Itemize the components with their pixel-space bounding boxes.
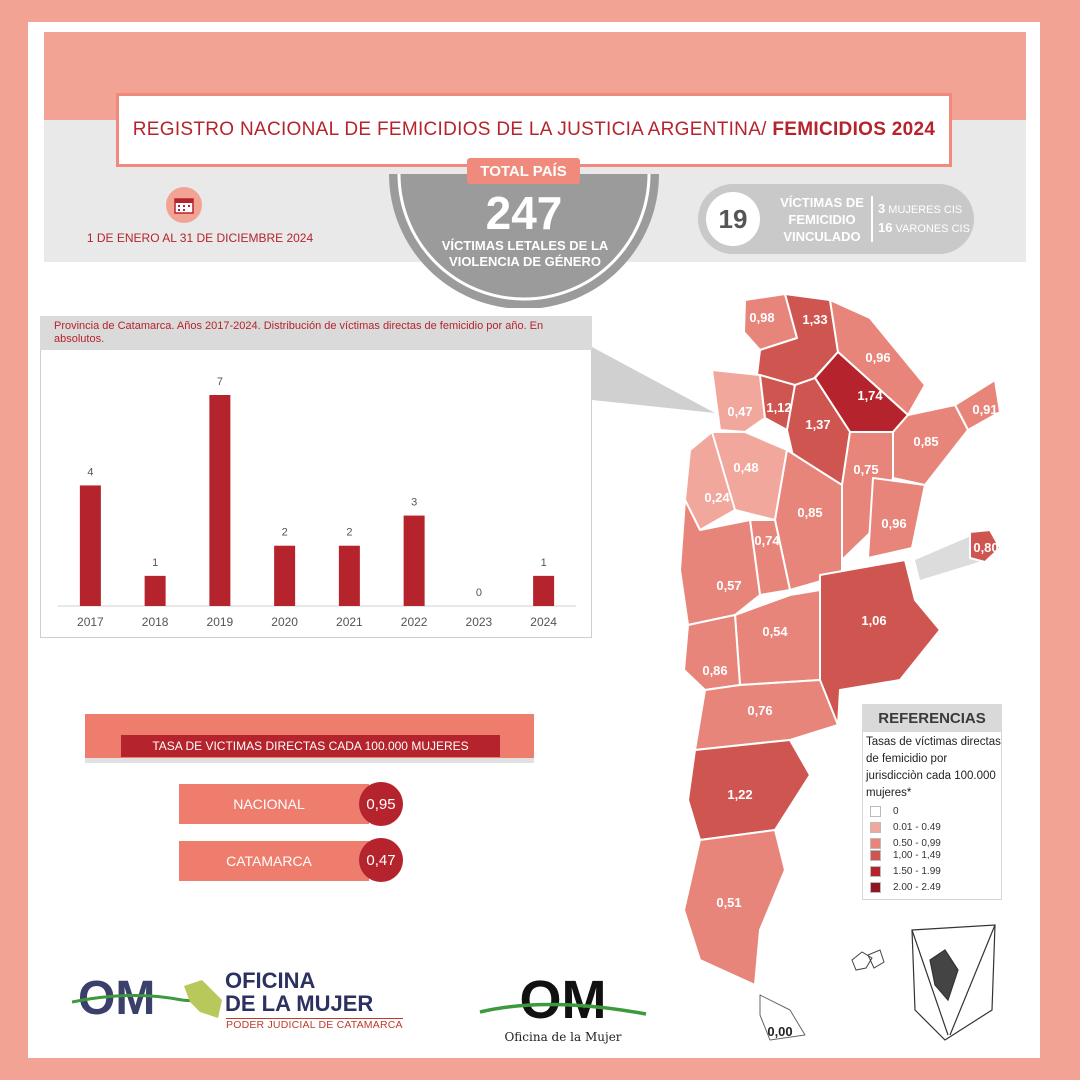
vinculado-label (770, 194, 874, 245)
date-range: 1 DE ENERO AL 31 DE DICIEMBRE 2024 (86, 231, 314, 245)
mujeres-count: 3 (878, 201, 886, 216)
chart-title: Provincia de Catamarca. Años 2017-2024. Distribución de víctimas directas de femicidio por año. En absolutos. (40, 316, 592, 350)
legend-label: 2.00 - 2.49 (893, 882, 941, 893)
data-label-2024: 1 (540, 556, 547, 569)
legend-item (870, 838, 941, 849)
x-tick-label-2018: 2018 (141, 615, 169, 629)
x-tick-label-2021: 2021 (336, 615, 363, 629)
total-value: 247 (485, 187, 563, 239)
data-label-2021: 2 (346, 526, 353, 539)
map-label-cordoba: 0,85 (797, 505, 823, 520)
data-label-2022: 3 (411, 496, 418, 509)
map-label-santa-cruz: 0,51 (716, 895, 742, 910)
map-label-santiago: 1,37 (805, 417, 831, 432)
legend-swatch (870, 882, 881, 893)
map-label-caba: 0,80 (973, 540, 999, 555)
x-tick-label-2024: 2024 (530, 615, 557, 629)
bar-2017 (80, 485, 101, 606)
rate-banner-shadow (85, 758, 534, 763)
rate-value-catamarca: 0,47 (359, 838, 403, 882)
vinculado-label-1: VÍCTIMAS DE (780, 195, 864, 210)
om-org-line-2: DE LA MUJER (225, 991, 374, 1016)
title-main: REGISTRO NACIONAL DE FEMICIDIOS DE LA JUSTICIA ARGENTINA/ (132, 119, 767, 140)
map-label-la-pampa: 0,54 (762, 624, 788, 639)
bar-chart (40, 350, 592, 636)
map-label-buenos-aires: 1,06 (861, 613, 887, 628)
legend-item (870, 882, 941, 893)
total-caption (420, 238, 630, 270)
map-label-san-juan: 0,24 (704, 490, 730, 505)
varones-text: VARONES CIS (895, 223, 970, 235)
data-label-2020: 2 (281, 526, 288, 539)
region-catamarca (712, 370, 765, 432)
vinculado-label-3: VINCULADO (783, 229, 861, 244)
map-label-catamarca: 0,47 (727, 404, 753, 419)
legend-swatch (870, 866, 881, 877)
map-label-tierra-del-fuego: 0,00 (767, 1024, 793, 1039)
varones-count: 16 (878, 220, 893, 235)
data-label-2018: 1 (152, 556, 159, 569)
total-caption-line-2: VIOLENCIA DE GÉNERO (449, 254, 601, 269)
data-label-2023: 0 (475, 587, 482, 599)
rate-bar-nacional (179, 784, 369, 824)
argentina-map (620, 280, 1020, 1060)
map-label-jujuy: 0,98 (749, 310, 775, 325)
legend-swatch (870, 838, 881, 849)
title-bold: FEMICIDIOS 2024 (772, 119, 936, 140)
x-tick-label-2022: 2022 (400, 615, 428, 629)
rate-value-nacional: 0,95 (359, 782, 403, 826)
data-label-2017: 4 (87, 466, 94, 479)
region-neuquen (684, 615, 740, 690)
legend-label: 1.50 - 1.99 (893, 866, 941, 877)
map-label-salta: 1,33 (802, 312, 828, 327)
x-tick-label-2017: 2017 (77, 615, 104, 629)
om-org-subtitle: PODER JUDICIAL DE CATAMARCA (226, 1019, 403, 1031)
om-org-line-1: OFICINA (225, 968, 316, 993)
legend-swatch (870, 850, 881, 861)
legend-title: REFERENCIAS (862, 704, 1002, 732)
calendar-icon (166, 187, 202, 223)
rate-bar-catamarca (179, 841, 369, 881)
rate-label-nacional: NACIONAL (233, 796, 305, 812)
legend-item (870, 866, 941, 877)
rate-label-catamarca: CATAMARCA (226, 853, 312, 869)
map-label-la-rioja: 0,48 (733, 460, 759, 475)
bar-2019 (209, 395, 230, 606)
map-label-neuquen: 0,86 (702, 663, 728, 678)
map-label-tucuman: 1,12 (766, 400, 792, 415)
map-label-corrientes: 0,85 (913, 434, 939, 449)
vinculado-value: 19 (706, 192, 760, 246)
om-logo-letters: OM (78, 972, 156, 1025)
legend-label: 0.50 - 0,99 (893, 838, 941, 849)
om-secondary-name: Oficina de la Mujer (504, 1030, 622, 1044)
vinculado-label-2: FEMICIDIO (788, 212, 856, 227)
legend-label: 1,00 - 1,49 (893, 850, 941, 861)
vinculado-separator (871, 196, 873, 242)
x-tick-label-2019: 2019 (206, 615, 234, 629)
legend-item (870, 806, 899, 817)
antarctica-inset (912, 925, 995, 1040)
x-tick-label-2023: 2023 (465, 615, 493, 629)
map-label-rio-negro: 0,76 (747, 703, 773, 718)
bar-2018 (145, 576, 166, 606)
map-label-chubut: 1,22 (727, 787, 753, 802)
map-label-formosa: 0,96 (865, 350, 891, 365)
legend-description: Tasas de víctimas directas de femicidio por jurisdicciòn cada 100.000 mujeres* (866, 736, 1001, 799)
data-label-2019: 7 (216, 376, 223, 388)
malvinas-islands (852, 950, 884, 970)
legend-swatch (870, 822, 881, 833)
legend-item (870, 822, 941, 833)
total-label: TOTAL PAÍS (467, 158, 580, 184)
total-caption-line-1: VÍCTIMAS LETALES DE LA (441, 238, 609, 253)
bar-2020 (274, 546, 295, 606)
bar-2024 (533, 576, 554, 606)
x-tick-label-2020: 2020 (271, 615, 298, 629)
map-label-san-luis: 0,74 (754, 533, 780, 548)
region-buenos-aires (820, 560, 940, 725)
map-label-mendoza: 0,57 (716, 578, 742, 593)
legend-label: 0.01 - 0.49 (893, 822, 941, 833)
rate-title: TASA DE VICTIMAS DIRECTAS CADA 100.000 MUJERES (121, 735, 500, 757)
om-logo-secondary-letters: OM (519, 970, 607, 1030)
om-org-name (225, 969, 373, 1015)
legend-item (870, 850, 941, 861)
map-label-chaco: 1,74 (857, 388, 883, 403)
map-label-santa-fe: 0,75 (853, 462, 879, 477)
catamarca-province-icon (184, 980, 222, 1018)
legend-swatch (870, 806, 881, 817)
map-label-entre-rios: 0,96 (881, 516, 907, 531)
legend-label: 0 (893, 806, 899, 817)
mujeres-text: MUJERES CIS (888, 204, 963, 216)
bar-2021 (339, 546, 360, 606)
map-label-misiones: 0,91 (972, 402, 998, 417)
bar-2022 (404, 516, 425, 606)
vinculado-detail (878, 200, 970, 238)
